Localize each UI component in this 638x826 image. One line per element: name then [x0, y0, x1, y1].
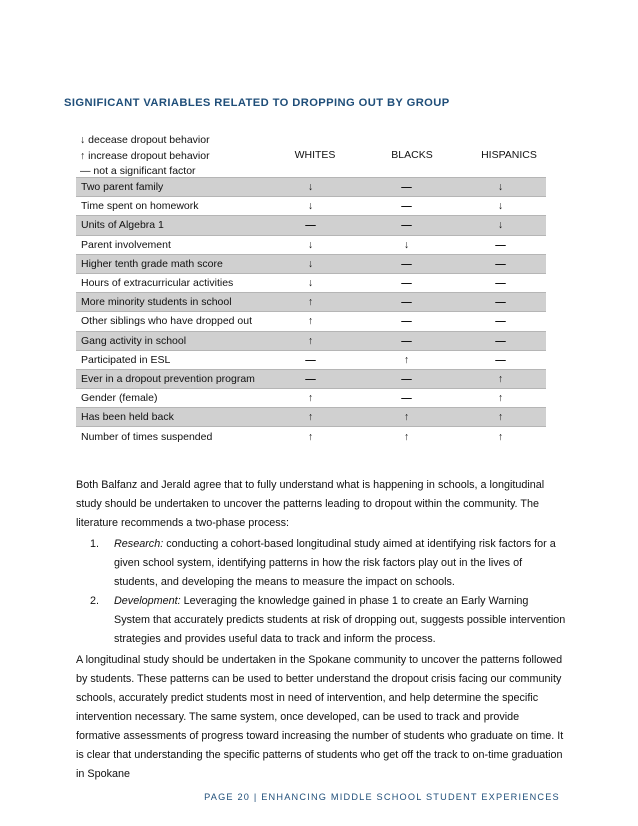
table-row — [76, 331, 546, 350]
whites-value: — — [263, 369, 358, 388]
whites-value: — — [263, 350, 358, 369]
row-label: More minority students in school — [76, 293, 263, 312]
table-row — [76, 427, 546, 446]
table-row — [76, 273, 546, 292]
hispanics-value: ↑ — [455, 427, 546, 446]
hispanics-value: ↑ — [455, 389, 546, 408]
blacks-value: ↑ — [358, 350, 455, 369]
legend-decrease: ↓ decease dropout behavior — [80, 134, 210, 146]
blacks-value: — — [358, 293, 455, 312]
footer-text: PAGE 20 | ENHANCING MIDDLE SCHOOL STUDENT EXPERIENCES — [204, 792, 560, 802]
row-label: Gang activity in school — [76, 331, 263, 350]
list-number: 1. — [90, 538, 100, 550]
blacks-value: — — [358, 369, 455, 388]
table-row — [76, 389, 546, 408]
whites-value: ↑ — [263, 389, 358, 408]
list-item-development — [90, 592, 566, 649]
blacks-value: ↑ — [358, 408, 455, 427]
table-row — [76, 312, 546, 331]
whites-value: — — [263, 216, 358, 235]
table-row — [76, 197, 546, 216]
hispanics-value: — — [455, 254, 546, 273]
paragraph-longitudinal: A longitudinal study should be undertaken in the Spokane community to uncover the patterns followed by students. These patterns can be used to better understand the dropout crisis facing our community schools, accurately predict students most in need of intervention, and help determine the specific intervention necessary. The same system, once developed, can be used to track and provide formative assessments of progress toward increasing the number of students who graduate on time. It is clear that understanding the specific patterns of students who get off the track to on-time graduation in Spokane — [76, 654, 564, 780]
row-label: Parent involvement — [76, 235, 263, 254]
table-row — [76, 408, 546, 427]
column-header-hispanics: HISPANICS — [481, 149, 537, 161]
blacks-value: ↑ — [358, 427, 455, 446]
column-header-blacks: BLACKS — [391, 149, 433, 161]
table-row — [76, 178, 546, 197]
hispanics-value: ↓ — [455, 178, 546, 197]
whites-value: ↓ — [263, 197, 358, 216]
row-label: Time spent on homework — [76, 197, 263, 216]
blacks-value: — — [358, 197, 455, 216]
whites-value: ↓ — [263, 178, 358, 197]
whites-value: ↑ — [263, 293, 358, 312]
list-number: 2. — [90, 595, 100, 607]
hispanics-value: ↓ — [455, 197, 546, 216]
table-row — [76, 235, 546, 254]
blacks-value: ↓ — [358, 235, 455, 254]
hispanics-value: — — [455, 331, 546, 350]
legend-increase: ↑ increase dropout behavior — [80, 149, 210, 162]
row-label: Number of times suspended — [76, 427, 263, 446]
list-term: Development: — [114, 595, 181, 607]
legend — [80, 133, 210, 180]
table-row — [76, 350, 546, 369]
whites-value: ↑ — [263, 427, 358, 446]
legend-not-significant: — not a significant factor — [80, 165, 196, 177]
row-label: Gender (female) — [76, 389, 263, 408]
dropout-variables-table — [76, 177, 546, 446]
row-label: Other siblings who have dropped out — [76, 312, 263, 331]
row-label: Units of Algebra 1 — [76, 216, 263, 235]
blacks-value: — — [358, 312, 455, 331]
whites-value: ↓ — [263, 273, 358, 292]
list-text: conducting a cohort-based longitudinal study aimed at identifying risk factors for a given school system, identifying patterns in how the risk factors play out in the lives of students, and developing the means to measure the impact on schools. — [114, 538, 556, 588]
section-heading: SIGNIFICANT VARIABLES RELATED TO DROPPING OUT BY GROUP — [64, 97, 450, 109]
hispanics-value: ↑ — [455, 408, 546, 427]
whites-value: ↓ — [263, 235, 358, 254]
list-term: Research: — [114, 538, 164, 550]
hispanics-value: ↓ — [455, 216, 546, 235]
blacks-value: — — [358, 254, 455, 273]
hispanics-value: — — [455, 350, 546, 369]
blacks-value: — — [358, 178, 455, 197]
row-label: Participated in ESL — [76, 350, 263, 369]
list-item-research — [90, 535, 566, 592]
paragraph-intro: Both Balfanz and Jerald agree that to fully understand what is happening in schools, a longitudinal study should be undertaken to uncover the patterns leading to dropout within the community. The literature recommends a two-phase process: — [76, 479, 545, 529]
hispanics-value: — — [455, 273, 546, 292]
column-header-whites: WHITES — [294, 149, 336, 161]
table-row — [76, 293, 546, 312]
row-label: Has been held back — [76, 408, 263, 427]
table-row — [76, 369, 546, 388]
blacks-value: — — [358, 389, 455, 408]
whites-value: ↓ — [263, 254, 358, 273]
row-label: Hours of extracurricular activities — [76, 273, 263, 292]
list-text: Leveraging the knowledge gained in phase 1 to create an Early Warning System that accurately predicts students at risk of dropping out, suggests possible intervention strategies and provides useful data to track and inform the process. — [114, 595, 566, 645]
whites-value: ↑ — [263, 331, 358, 350]
row-label: Higher tenth grade math score — [76, 254, 263, 273]
blacks-value: — — [358, 273, 455, 292]
page-footer — [0, 792, 638, 802]
blacks-value: — — [358, 331, 455, 350]
table-row — [76, 216, 546, 235]
whites-value: ↑ — [263, 312, 358, 331]
whites-value: ↑ — [263, 408, 358, 427]
hispanics-value: — — [455, 312, 546, 331]
row-label: Two parent family — [76, 178, 263, 197]
table-row — [76, 254, 546, 273]
blacks-value: — — [358, 216, 455, 235]
hispanics-value: — — [455, 235, 546, 254]
hispanics-value: — — [455, 293, 546, 312]
hispanics-value: ↑ — [455, 369, 546, 388]
row-label: Ever in a dropout prevention program — [76, 369, 263, 388]
